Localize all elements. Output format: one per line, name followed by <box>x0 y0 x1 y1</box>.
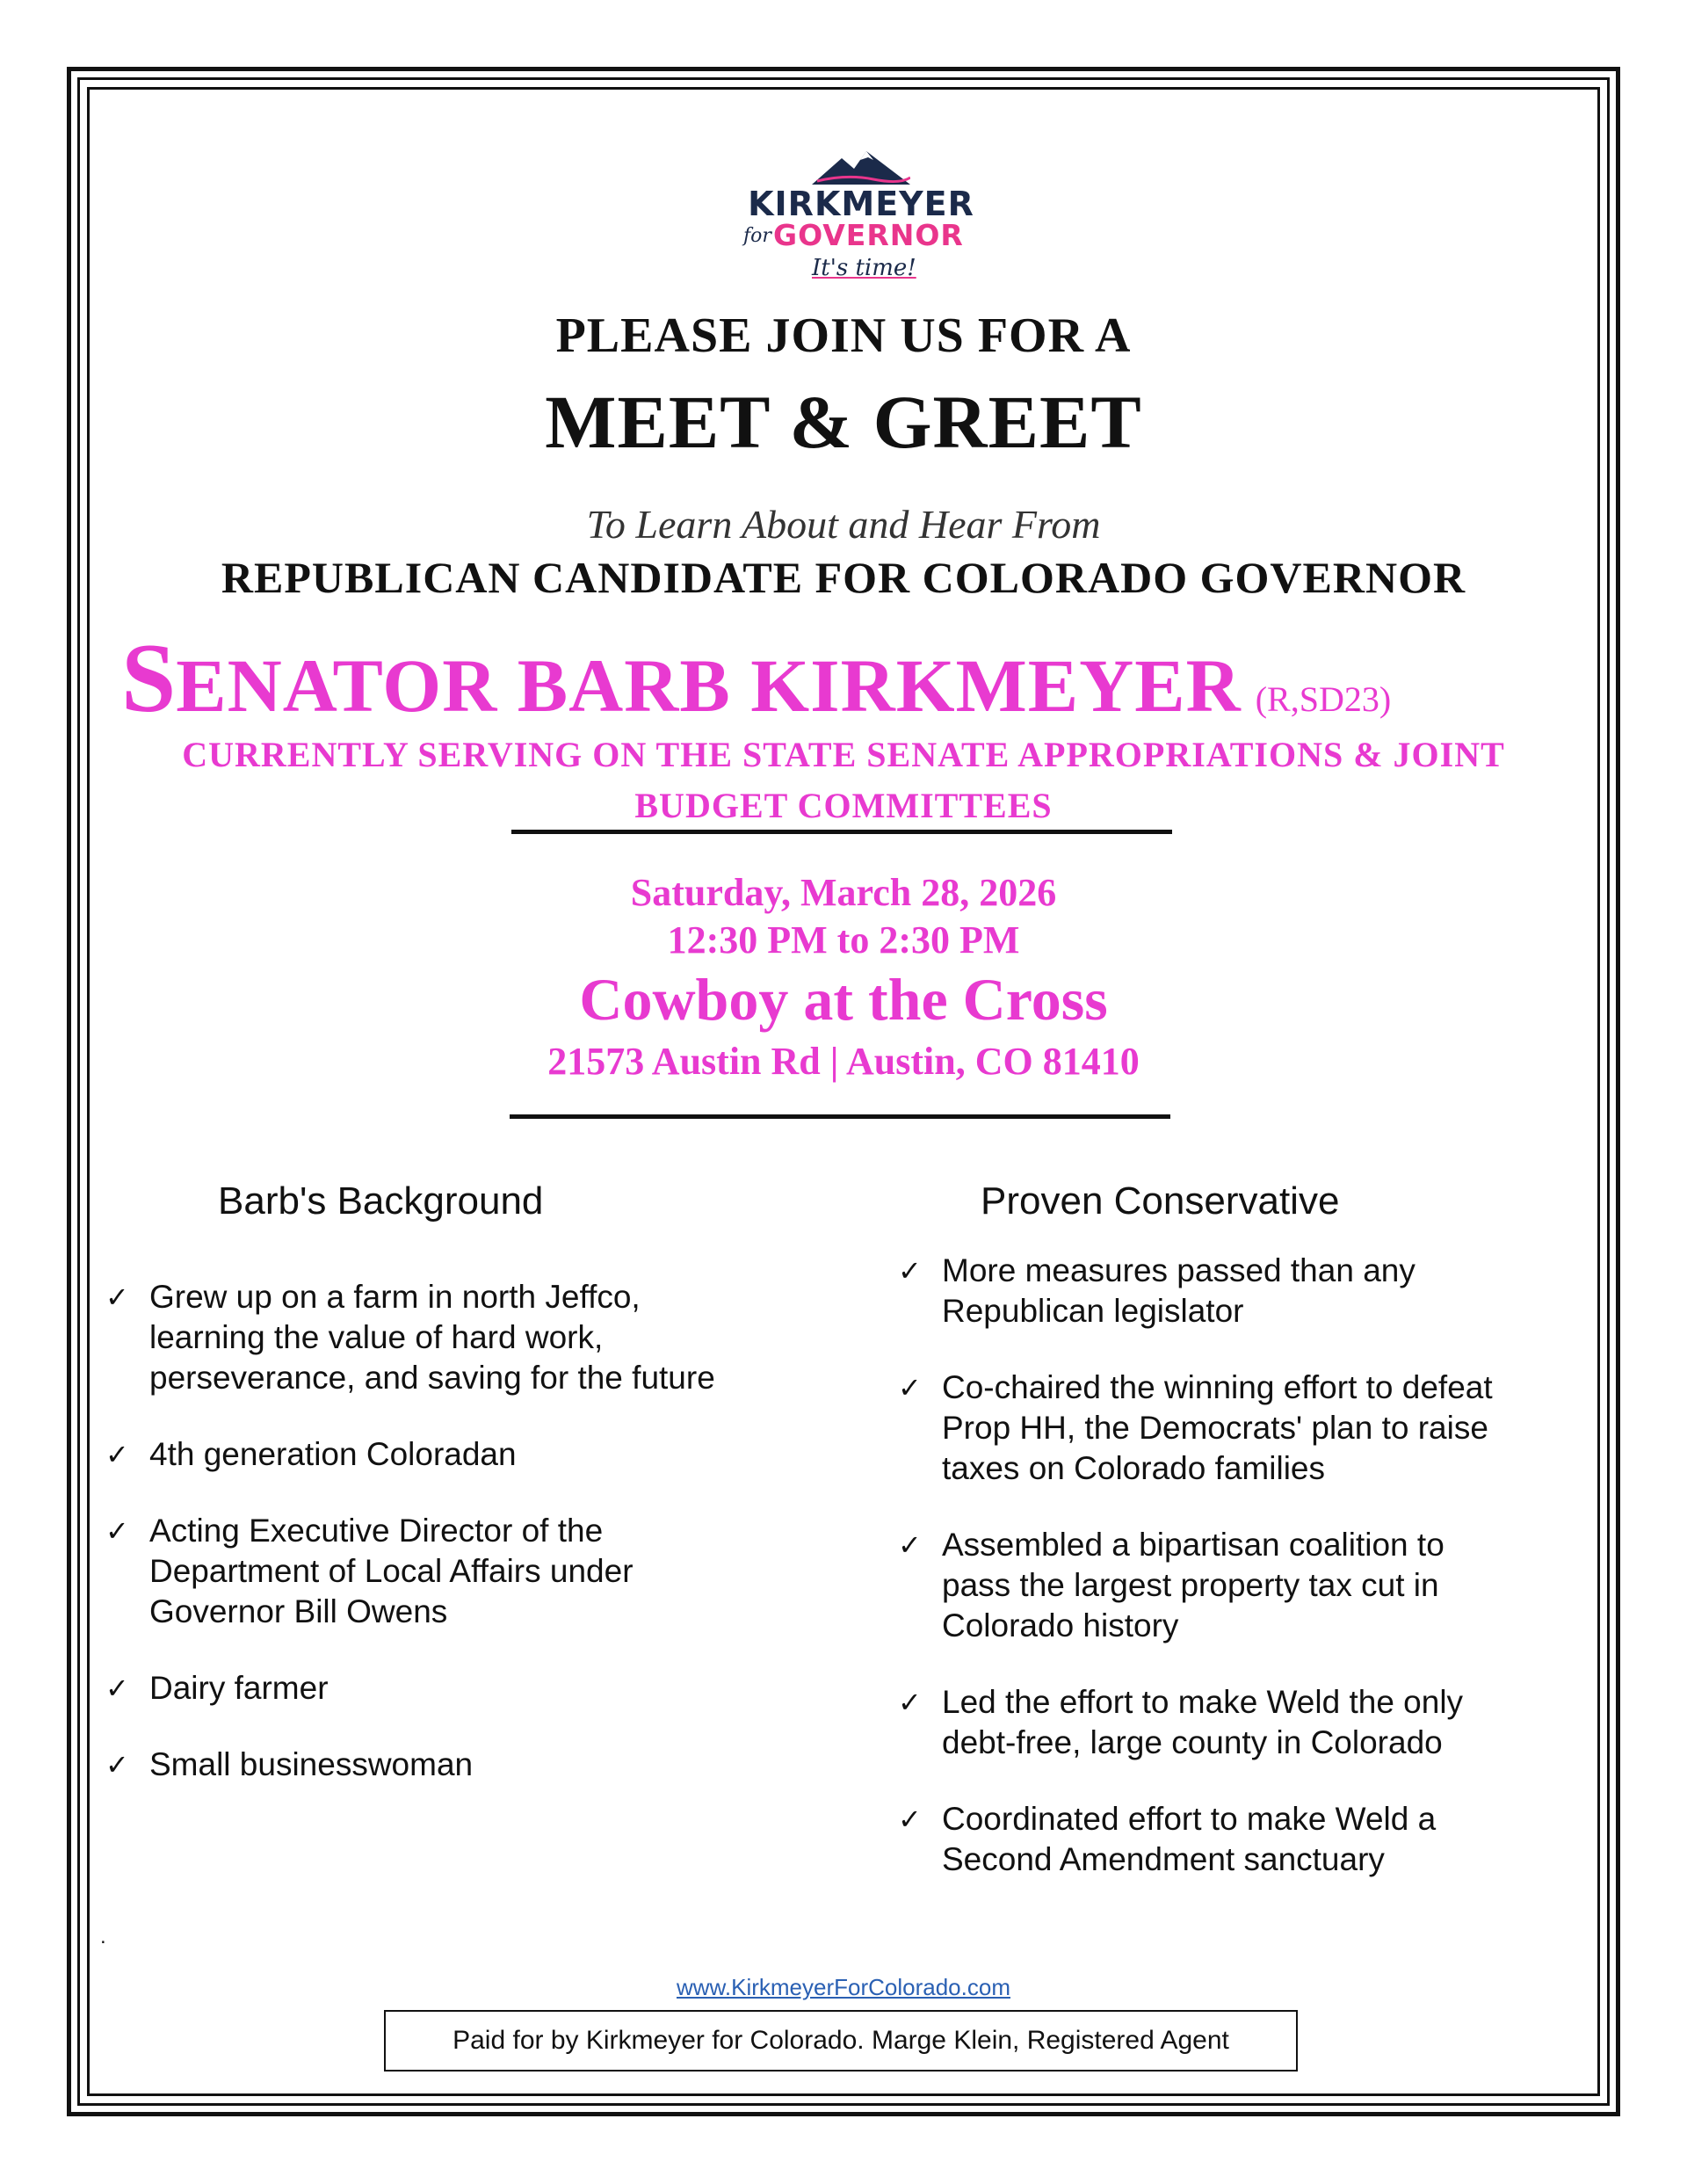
website-link[interactable]: www.KirkmeyerForColorado.com <box>677 1974 1010 2000</box>
candidate-title: REPUBLICAN CANDIDATE FOR COLORADO GOVERNOR <box>221 553 1466 602</box>
logo-office: GOVERNOR <box>773 218 964 252</box>
mountain-icon <box>812 149 910 186</box>
logo-for: for <box>743 225 771 247</box>
list-item <box>898 1251 1583 1331</box>
event-venue: Cowboy at the Cross <box>579 966 1108 1033</box>
candidate-party: (R,SD23) <box>1255 679 1392 719</box>
committee-line-2: BUDGET COMMITTEES <box>634 786 1053 825</box>
event-time: 12:30 PM to 2:30 PM <box>667 918 1020 961</box>
candidate-name-initial: S <box>121 624 177 733</box>
checkmark-icon: ✓ <box>898 1371 922 1404</box>
checkmark-icon: ✓ <box>105 1514 129 1548</box>
divider-top <box>511 830 1172 834</box>
list-item-line: taxes on Colorado families <box>942 1450 1325 1486</box>
list-item-line: Assembled a bipartisan coalition to <box>942 1527 1444 1563</box>
checkmark-icon: ✓ <box>105 1672 129 1705</box>
background-list <box>105 1277 773 1821</box>
list-item-line: Prop HH, the Democrats' plan to raise <box>942 1410 1488 1446</box>
checkmark-icon: ✓ <box>898 1254 922 1288</box>
list-item-line: Coordinated effort to make Weld a <box>942 1801 1437 1837</box>
list-item-line: debt-free, large county in Colorado <box>942 1724 1443 1760</box>
invite-line: PLEASE JOIN US FOR A <box>555 308 1132 363</box>
list-item-line: Led the effort to make Weld the only <box>942 1684 1464 1720</box>
list-item-line: Republican legislator <box>942 1293 1244 1329</box>
committee-line-1: CURRENTLY SERVING ON THE STATE SENATE APPROPRIATIONS & JOINT <box>182 735 1505 774</box>
list-item-line: 4th generation Coloradan <box>149 1436 517 1472</box>
list-item-line: Department of Local Affairs under <box>149 1553 634 1589</box>
list-item-line: Co-chaired the winning effort to defeat <box>942 1369 1493 1405</box>
checkmark-icon: ✓ <box>105 1748 129 1781</box>
divider-bottom <box>510 1114 1170 1119</box>
list-item-line: More measures passed than any <box>942 1252 1415 1288</box>
event-date: Saturday, March 28, 2026 <box>630 871 1057 914</box>
list-item <box>105 1745 773 1785</box>
list-item-line: Acting Executive Director of the <box>149 1513 604 1549</box>
checkmark-icon: ✓ <box>898 1686 922 1719</box>
candidate-name-rest: ENATOR BARB KIRKMEYER <box>176 643 1242 728</box>
list-item-line: Small businesswoman <box>149 1746 474 1782</box>
background-heading: Barb's Background <box>218 1179 544 1223</box>
list-item <box>898 1682 1583 1763</box>
list-item <box>105 1511 773 1632</box>
list-item-line: pass the largest property tax cut in <box>942 1567 1439 1603</box>
logo-tagline: It's time! <box>812 255 916 281</box>
list-item-line: learning the value of hard work, <box>149 1319 604 1355</box>
learn-line: To Learn About and Hear From <box>586 502 1101 547</box>
list-item-line: perseverance, and saving for the future <box>149 1360 715 1396</box>
list-item <box>898 1799 1583 1880</box>
committee-statement <box>0 729 1687 831</box>
list-item-line: Governor Bill Owens <box>149 1593 448 1629</box>
stray-dot: . <box>100 1925 106 1948</box>
list-item <box>105 1668 773 1709</box>
checkmark-icon: ✓ <box>898 1803 922 1836</box>
list-item-line: Colorado history <box>942 1607 1179 1643</box>
list-item <box>898 1525 1583 1646</box>
event-type-title: MEET & GREET <box>545 380 1142 464</box>
list-item <box>898 1368 1583 1489</box>
list-item-line: Grew up on a farm in north Jeffco, <box>149 1279 641 1315</box>
event-address: 21573 Austin Rd | Austin, CO 81410 <box>547 1040 1140 1083</box>
checkmark-icon: ✓ <box>105 1281 129 1314</box>
conservative-heading: Proven Conservative <box>981 1179 1340 1223</box>
list-item <box>105 1277 773 1398</box>
list-item <box>105 1434 773 1475</box>
checkmark-icon: ✓ <box>105 1438 129 1471</box>
checkmark-icon: ✓ <box>898 1528 922 1562</box>
logo-name: KIRKMEYER <box>748 185 974 223</box>
list-item-line: Dairy farmer <box>149 1670 329 1706</box>
list-item-line: Second Amendment sanctuary <box>942 1841 1385 1877</box>
candidate-name <box>121 622 1391 736</box>
conservative-list <box>898 1251 1583 1916</box>
campaign-logo <box>720 149 1002 290</box>
paid-for-disclaimer: Paid for by Kirkmeyer for Colorado. Marge Klein, Registered Agent <box>384 2010 1298 2072</box>
